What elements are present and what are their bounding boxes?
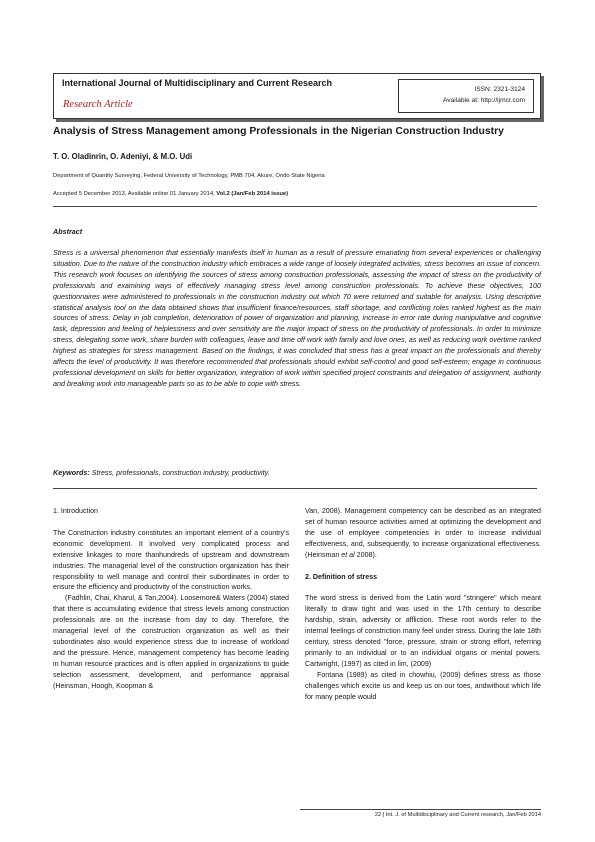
accepted-line	[53, 191, 288, 197]
definition-paragraph-2: Fontana (1989) as cited in chowhiu, (2009) defines stress as those challenges which excite us and keep us on our toes, andwithout which life for many people would	[305, 670, 541, 701]
journal-title: International Journal of Multidisciplinary and Current Research	[62, 78, 333, 88]
intro-paragraph-1: The Construction industry constitutes an important element of a country's economic development. It involved very complicated process and extensive linkages to more thanhundreds of upstream and downstream industries. The managerial level of the construction organization has their responsibility to well manage and control their subordinates in order to ensure the efficiency and productivity of the construction works.	[53, 528, 289, 592]
keywords-list: Stress, professionals, construction industry, productivity.	[89, 468, 270, 477]
affiliation: Department of Quantity Surveying, Federal University of Technology, PMB 704, Akure, Ondo State Nigeria	[53, 173, 325, 179]
volume-issue: Vol.2 (Jan/Feb 2014 issue)	[216, 191, 289, 197]
article-type: Research Article	[63, 99, 133, 110]
abstract-text: Stress is a universal phenomenon that essentially manifests itself in human as a result of pressure emanating from several experiences or challenging situation. Due to the nature of the construction industry which embraces a wide range of loosely integrated activities, stress becomes an issue of concern. This research work focuses on identifying the sources of stress among construction professionals, assessing the impact of stress on the productivity of professionals and examining ways of effectively managing stress level among construction professionals. To achieve these objectives, 100 questionnaires were administered to professionals in the construction industry out which 70 were returned and suitable for analysis. Using descriptive statistical analysis tool on the data obtained shows that insufficient finance/resources, staff shortage, and conflicting roles ranked highest as the main sources of stress. Delay in job completion, deterioration of power of organization and planning, increase in error rate during manipulative and cognitive task, depression and feeling of helplessness and over sensitivity are the major impact of stress on the productivity of professionals. In order to minimize stress, delegating some work, share burden with colleagues, leave and time off work with family and love ones, as well as reducing work overtime ranked highest as strategies for stress management. Based on the findings, it was concluded that stress has a great impact on the professionals and thereby affects the level of productivity. It was therefore recommended that professionals should exhibit self-control and good self-esteem; engage in continuous professional development on skills for better organization, integration of work within specified project constraints and delegation of assignment, authority and breaking work into manageable parts so as to be able to cope with stress.	[53, 248, 541, 388]
available-at-link[interactable]: Available at: http://ijmcr.com	[443, 97, 525, 104]
right-column	[305, 506, 541, 703]
section-heading-definition: 2. Definition of stress	[305, 572, 378, 581]
divider-bottom	[53, 488, 537, 489]
left-column	[53, 506, 289, 692]
divider-top	[53, 206, 537, 207]
page-footer: 22 | Int. J. of Multidisciplinary and Current research, Jan/Feb 2014	[374, 812, 541, 818]
footer-rule	[300, 809, 541, 810]
issn: ISSN: 2321-3124	[474, 86, 525, 93]
definition-paragraph-1: The word stress is derived from the Latin word "stringere" which meant literally to draw tight and was used in the 17th century to describe hardship, strain, adversity or affliction. These root words refer to the internal feelings of constriction many feel under stress. During the late 18th century, stress denoted "force, pressure, strain or strong effort, referring primarily to an individual or to an individual organs or mental powers. Cartwright, (1997) as cited in lim, (2009)	[305, 594, 541, 668]
paper-title: Analysis of Stress Management among Professionals in the Nigerian Construction Industry	[53, 126, 504, 137]
intro-paragraph-3: Van, 2008). Management competency can be described as an integrated set of human resource activities aimed at optimizing the development and the use of employee competencies in order to increase individual effectiveness, and, subsequently, to increase organizational effectiveness.(Heinsman et al 2008).	[305, 507, 541, 559]
accepted-dates: Accepted 5 December 2013, Available online 01 January 2014,	[53, 191, 217, 197]
intro-paragraph-2: (Fadhlin, Chai, Kharul, & Tan,2004). Loosemore& Waters (2004) stated that there is accumulating evidence that stress levels among construction professionals are on the increase from day to day. Therefore, the managerial level of the construction organization as well as their subordinates also would experience stress due to increase of workload and the pressure. Hence, management competency has become leading in human resource practices and is often applied in organizations to guide selection assessment, development, and performance appraisal (Heinsman, Hoogh, Koopman &	[53, 594, 289, 690]
keywords	[53, 468, 541, 477]
keywords-label: Keywords:	[53, 468, 90, 477]
section-heading-introduction: 1. Introduction	[53, 507, 98, 515]
issn-box	[398, 79, 534, 113]
abstract-heading: Abstract	[53, 227, 83, 236]
authors: T. O. Oladinrin, O. Adeniyi, & M.O. Udi	[53, 152, 193, 161]
